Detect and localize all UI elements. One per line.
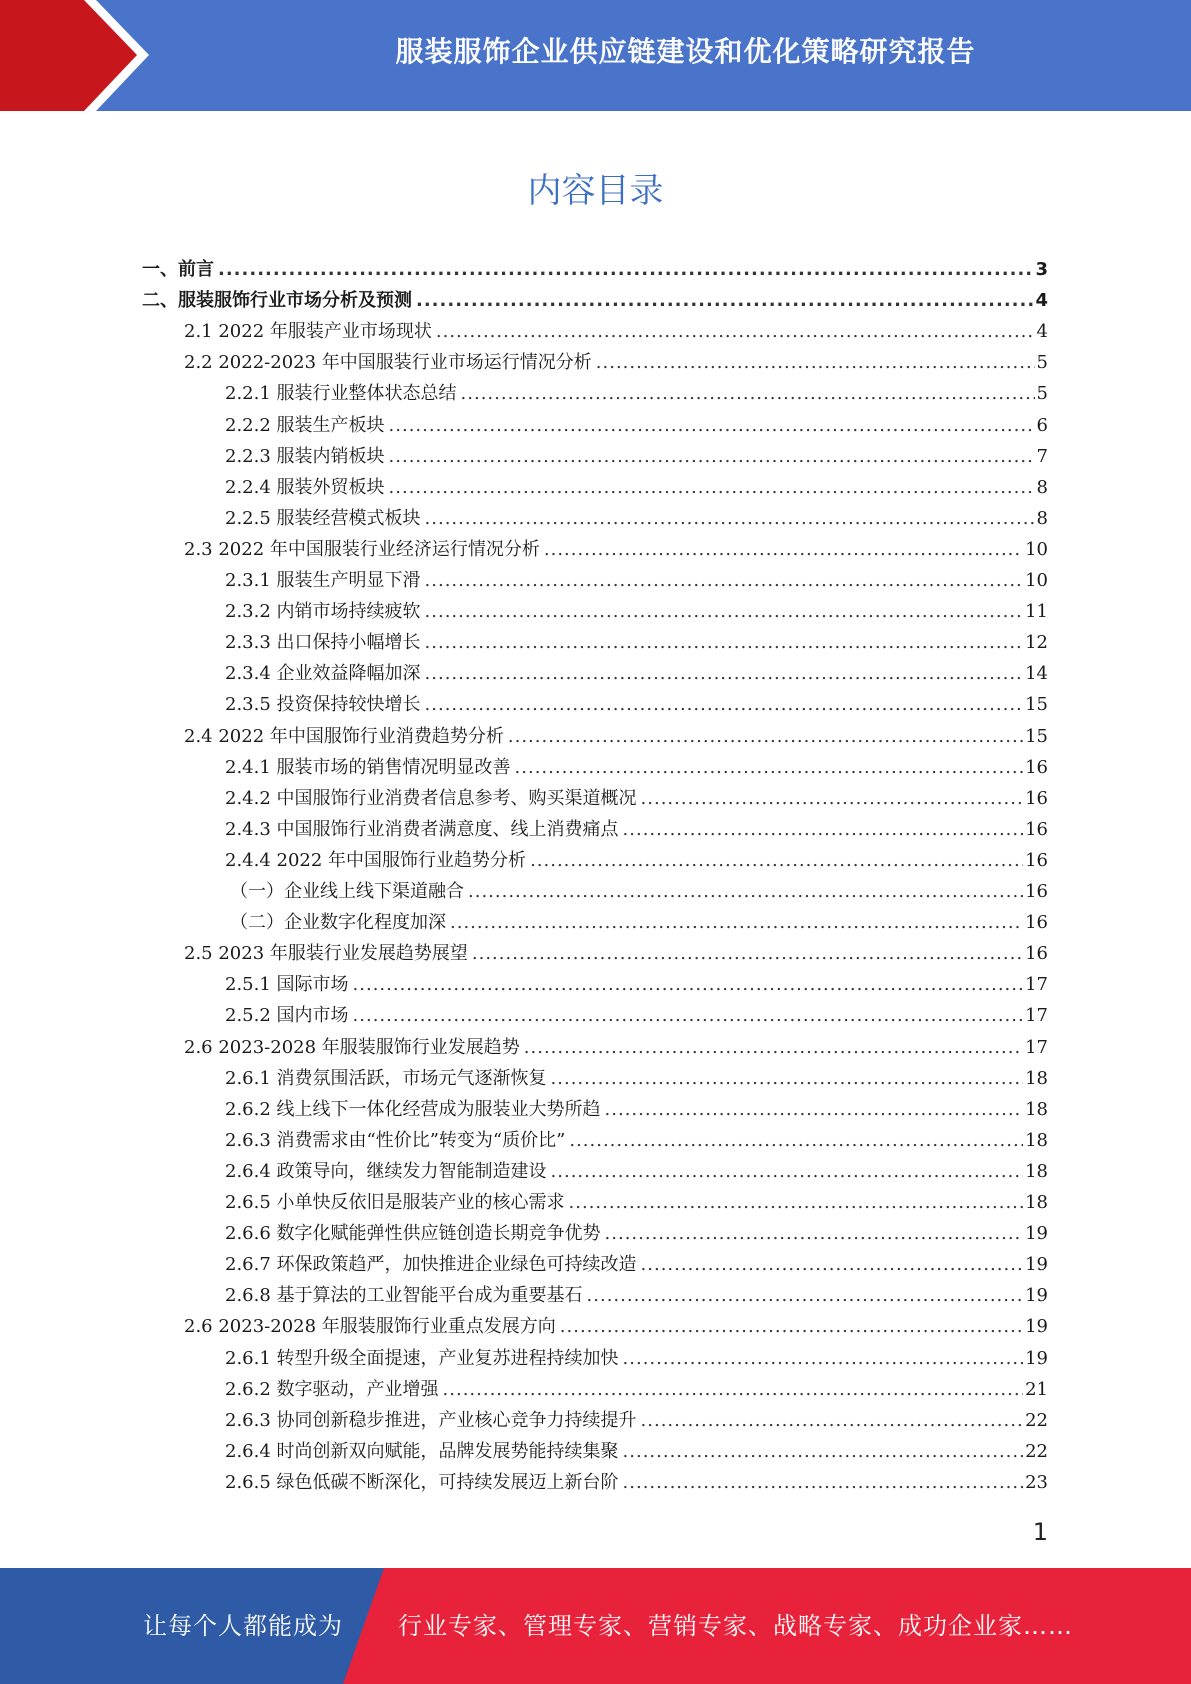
toc-entry-page: 16 (1025, 881, 1048, 902)
toc-dot-leader (623, 814, 1024, 845)
toc-entry[interactable] (225, 783, 1048, 814)
toc-entry[interactable] (225, 1125, 1048, 1156)
toc-entry-page: 10 (1025, 538, 1048, 560)
toc-entry[interactable] (225, 565, 1048, 596)
toc-dot-leader (425, 503, 1035, 534)
toc-entry-page: 15 (1025, 694, 1048, 716)
footer-slogan-right: 行业专家、管理专家、营销专家、战略专家、成功企业家…… (398, 1612, 1073, 1640)
toc-entry[interactable] (225, 1218, 1048, 1249)
toc-entry-title: 2.6.2 数字驱动，产业增强 (225, 1378, 439, 1400)
toc-dot-leader (524, 1032, 1023, 1063)
toc-dot-leader (551, 1156, 1024, 1187)
toc-entry-page: 12 (1025, 632, 1048, 654)
toc-entry[interactable] (225, 1374, 1048, 1405)
toc-entry-page: 3 (1035, 259, 1048, 280)
toc-entry-page: 18 (1025, 1067, 1048, 1089)
toc-entry-title: 2.3.3 出口保持小幅增长 (225, 632, 421, 654)
toc-entry-title: 2.4.4 2022 年中国服饰行业趋势分析 (225, 849, 527, 871)
toc-dot-leader (508, 721, 1023, 752)
toc-entry-title: 2.3.5 投资保持较快增长 (225, 694, 421, 716)
toc-entry[interactable] (184, 316, 1048, 347)
toc-dot-leader (569, 1187, 1024, 1218)
toc-entry-page: 16 (1025, 943, 1048, 965)
toc-entry-page: 17 (1025, 1005, 1048, 1027)
toc-entry-page: 8 (1036, 507, 1048, 529)
toc-entry-page: 5 (1036, 352, 1048, 374)
toc-entry[interactable] (225, 1156, 1048, 1187)
toc-entry-page: 5 (1036, 383, 1048, 405)
toc-entry-title: 2.2.3 服装内销板块 (225, 445, 385, 467)
toc-dot-leader (425, 689, 1024, 720)
toc-entry-page: 18 (1025, 1129, 1048, 1151)
toc-entry[interactable] (142, 254, 1048, 285)
toc-entry-title: 2.4.1 服装市场的销售情况明显改善 (225, 756, 511, 778)
toc-dot-leader (425, 596, 1024, 627)
toc-dot-leader (560, 1311, 1023, 1342)
toc-entry[interactable] (225, 410, 1048, 441)
toc-entry-page: 7 (1036, 445, 1048, 467)
toc-entry[interactable] (225, 752, 1048, 783)
footer-slogan-left: 让每个人都能成为 (143, 1612, 343, 1640)
toc-dot-leader (623, 1343, 1024, 1374)
toc-entry-title: 2.6.2 线上线下一体化经营成为服装业大势所趋 (225, 1098, 601, 1120)
toc-dot-leader (641, 1249, 1024, 1280)
report-header-bar (0, 0, 1191, 111)
toc-entry[interactable] (225, 378, 1048, 409)
toc-dot-leader (461, 378, 1035, 409)
toc-entry-page: 11 (1025, 601, 1048, 623)
toc-entry-title: 2.3.4 企业效益降幅加深 (225, 663, 421, 685)
toc-entry-page: 17 (1025, 974, 1048, 996)
toc-entry-title: 一、前言 (142, 259, 214, 280)
toc-entry[interactable] (225, 627, 1048, 658)
toc-dot-leader (551, 1063, 1024, 1094)
toc-entry-page: 10 (1025, 570, 1048, 591)
toc-entry-title: 2.6.5 小单快反依旧是服装产业的核心需求 (225, 1192, 565, 1213)
toc-dot-leader (436, 316, 1035, 347)
toc-entry-title: （一）企业线上线下渠道融合 (230, 881, 464, 902)
toc-entry-page: 19 (1025, 1285, 1048, 1307)
toc-entry-page: 4 (1035, 290, 1048, 312)
toc-entry-page: 17 (1025, 1036, 1048, 1058)
toc-dot-leader (515, 752, 1024, 783)
toc-entry-page: 18 (1025, 1192, 1048, 1213)
toc-entry-title: 2.6.1 转型升级全面提速，产业复苏进程持续加快 (225, 1347, 619, 1369)
toc-entry-title: 二、服装服饰行业市场分析及预测 (142, 290, 412, 312)
toc-entry-title: 2.6.3 消费需求由“性价比”转变为“质价比” (225, 1129, 566, 1151)
report-title: 服装服饰企业供应链建设和优化策略研究报告 (395, 35, 976, 68)
toc-entry-page: 8 (1036, 476, 1048, 498)
toc-dot-leader (416, 285, 1033, 316)
toc-dot-leader (605, 1094, 1024, 1125)
toc-entry[interactable] (225, 1467, 1048, 1498)
footer-banner (0, 1568, 1191, 1684)
toc-dot-leader (353, 1000, 1024, 1031)
toc-dot-leader (623, 1467, 1024, 1498)
toc-dot-leader (641, 1405, 1024, 1436)
toc-entry-title: 2.3.1 服装生产明显下滑 (225, 570, 421, 591)
toc-entry-title: 2.4.2 中国服饰行业消费者信息参考、购买渠道概况 (225, 787, 637, 809)
toc-entry-title: 2.4 2022 年中国服饰行业消费趋势分析 (184, 725, 504, 747)
toc-dot-leader (605, 1218, 1024, 1249)
toc-entry-title: 2.6 2023-2028 年服装服饰行业重点发展方向 (184, 1316, 556, 1338)
toc-entry-page: 19 (1025, 1254, 1048, 1276)
toc-entry-title: 2.6.5 绿色低碳不断深化，可持续发展迈上新台阶 (225, 1471, 619, 1493)
toc-entry-page: 19 (1025, 1347, 1048, 1369)
toc-entry-title: 2.6.4 政策导向，继续发力智能制造建设 (225, 1160, 547, 1182)
toc-dot-leader (218, 254, 1033, 285)
toc-entry-page: 16 (1025, 756, 1048, 778)
toc-dot-leader (450, 907, 1023, 938)
toc-entry[interactable] (225, 845, 1048, 876)
toc-dot-leader (530, 845, 1023, 876)
toc-entry[interactable] (225, 689, 1048, 720)
toc-entry-title: 2.5.1 国际市场 (225, 974, 349, 996)
toc-entry-title: 2.2.2 服装生产板块 (225, 414, 385, 436)
toc-entry-title: 2.3 2022 年中国服装行业经济运行情况分析 (184, 538, 540, 560)
toc-entry-page: 18 (1025, 1160, 1048, 1182)
toc-entry[interactable] (142, 285, 1048, 316)
toc-dot-leader (587, 1280, 1024, 1311)
toc-entry[interactable] (225, 503, 1048, 534)
toc-entry-title: 2.1 2022 年服装产业市场现状 (184, 321, 432, 343)
toc-dot-leader (641, 783, 1024, 814)
toc-entry[interactable] (225, 1280, 1048, 1311)
toc-dot-leader (443, 1374, 1024, 1405)
toc-dot-leader (353, 969, 1024, 1000)
toc-heading: 内容目录 (527, 171, 664, 211)
toc-entry[interactable] (225, 472, 1048, 503)
toc-entry-page: 4 (1036, 321, 1048, 343)
toc-entry-title: 2.2 2022-2023 年中国服装行业市场运行情况分析 (184, 352, 592, 374)
toc-entry-page: 16 (1025, 787, 1048, 809)
toc-entry-title: 2.6.6 数字化赋能弹性供应链创造长期竞争优势 (225, 1223, 601, 1245)
toc-dot-leader (544, 534, 1023, 565)
toc-entry-title: 2.2.5 服装经营模式板块 (225, 507, 421, 529)
toc-entry-page: 16 (1025, 912, 1048, 934)
toc-entry-title: 2.6 2023-2028 年服装服饰行业发展趋势 (184, 1036, 520, 1058)
toc-entry[interactable] (225, 1436, 1048, 1467)
toc-entry-page: 15 (1025, 725, 1048, 747)
toc-entry[interactable] (225, 596, 1048, 627)
toc-entry-title: 2.4.3 中国服饰行业消费者满意度、线上消费痛点 (225, 818, 619, 840)
toc-entry[interactable] (230, 907, 1048, 938)
toc-entry[interactable] (184, 721, 1048, 752)
toc-dot-leader (425, 565, 1024, 596)
toc-entry[interactable] (184, 1311, 1048, 1342)
toc-entry[interactable] (184, 1032, 1048, 1063)
toc-entry[interactable] (184, 534, 1048, 565)
toc-dot-leader (425, 658, 1024, 689)
toc-entry[interactable] (225, 1000, 1048, 1031)
toc-entry-page: 18 (1025, 1098, 1048, 1120)
toc-entry-page: 19 (1025, 1223, 1048, 1245)
toc-entry-title: 2.2.1 服装行业整体状态总结 (225, 383, 457, 405)
toc-entry[interactable] (225, 1063, 1048, 1094)
toc-entry[interactable] (225, 1094, 1048, 1125)
toc-entry[interactable] (225, 1405, 1048, 1436)
toc-entry-page: 14 (1025, 663, 1048, 685)
toc-entry-title: 2.5.2 国内市场 (225, 1005, 349, 1027)
toc-entry[interactable] (225, 658, 1048, 689)
toc-entry-title: 2.6.4 时尚创新双向赋能，品牌发展势能持续集聚 (225, 1440, 619, 1462)
toc-entry-title: 2.6.8 基于算法的工业智能平台成为重要基石 (225, 1285, 583, 1307)
toc-dot-leader (569, 1125, 1023, 1156)
toc-entry-title: 2.5 2023 年服装行业发展趋势展望 (184, 943, 468, 965)
toc-dot-leader (623, 1436, 1024, 1467)
toc-entry[interactable] (225, 1249, 1048, 1280)
toc-entry-page: 16 (1025, 849, 1048, 871)
toc-dot-leader (389, 410, 1035, 441)
toc-dot-leader (425, 627, 1024, 658)
toc-entry-page: 21 (1025, 1378, 1048, 1400)
toc-entry[interactable] (230, 876, 1048, 907)
toc-entry[interactable] (225, 1343, 1048, 1374)
toc-dot-leader (468, 876, 1023, 907)
toc-entry-title: 2.6.3 协同创新稳步推进，产业核心竞争力持续提升 (225, 1409, 637, 1431)
toc-dot-leader (389, 441, 1035, 472)
toc-entry[interactable] (225, 814, 1048, 845)
toc-entry[interactable] (184, 347, 1048, 378)
toc-entry-page: 19 (1025, 1316, 1048, 1338)
toc-entry-page: 22 (1025, 1409, 1048, 1431)
toc-entry[interactable] (225, 1187, 1048, 1218)
page-number: 1 (1032, 1518, 1048, 1546)
toc-entry-title: 2.3.2 内销市场持续疲软 (225, 601, 421, 623)
toc-entry-page: 23 (1025, 1471, 1048, 1493)
toc-dot-leader (389, 472, 1035, 503)
toc-entry[interactable] (225, 441, 1048, 472)
toc-dot-leader (596, 347, 1035, 378)
toc-entry-title: 2.2.4 服装外贸板块 (225, 476, 385, 498)
header-red-chevron-icon (0, 0, 180, 111)
toc-entry-page: 6 (1036, 414, 1048, 436)
toc-dot-leader (472, 938, 1023, 969)
toc-entry[interactable] (184, 938, 1048, 969)
toc-entry-title: 2.6.1 消费氛围活跃，市场元气逐渐恢复 (225, 1067, 547, 1089)
toc-entry-title: 2.6.7 环保政策趋严，加快推进企业绿色可持续改造 (225, 1254, 637, 1276)
toc-entry-title: （二）企业数字化程度加深 (230, 912, 446, 934)
toc-entry[interactable] (225, 969, 1048, 1000)
toc-entry-page: 22 (1025, 1440, 1048, 1462)
toc-entry-page: 16 (1025, 818, 1048, 840)
